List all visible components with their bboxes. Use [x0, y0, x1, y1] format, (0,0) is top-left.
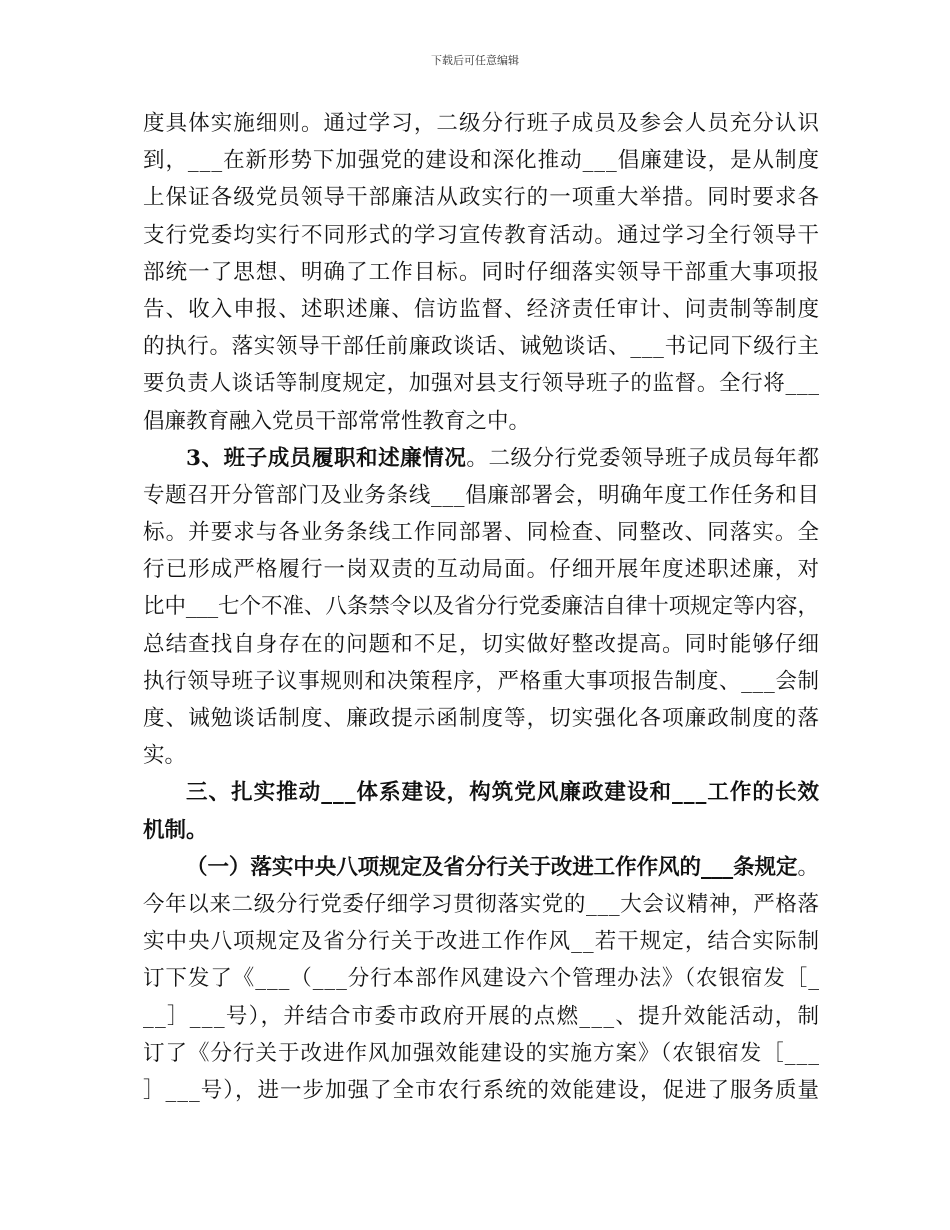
text-line [143, 365, 819, 402]
text-segment: 订下发了《___（___分行本部作风建设六个管理办法》（农银宿发［_ [143, 966, 820, 992]
text-segment: __］___号），并结合市委市政府开展的点燃___、提升效能活动，制 [143, 1003, 821, 1029]
text-line [143, 477, 819, 514]
text-line [143, 1035, 819, 1072]
text-segment: 执行领导班子议事规则和决策程序，严格重大事项报告制度、___会制 [143, 668, 820, 694]
text-line [143, 588, 819, 625]
text-segment: 总结查找自身存在的问题和不足，切实做好整改提高。同时能够仔细 [143, 631, 821, 657]
text-line [143, 254, 819, 291]
text-segment: 实中央八项规定及省分行关于改进工作作风__若干规定，结合实际制 [143, 929, 821, 955]
text-segment: 行已形成严格履行一岗双责的互动局面。仔细开展年度述职述廉，对 [143, 557, 821, 583]
text-segment: 的执行。落实领导干部任前廉政谈话、诫勉谈话、___书记同下级行主 [143, 334, 820, 360]
bold-text-segment: 3、班子成员履职和述廉情况 [186, 445, 467, 471]
text-segment: 要负责人谈话等制度规定，加强对县支行领导班子的监督。全行将___ [143, 371, 820, 397]
text-segment: 专题召开分管部门及业务条线___倡廉部署会，明确年度工作任务和目 [143, 482, 820, 508]
text-segment: 告、收入申报、述职述廉、信访监督、经济责任审计、问责制等制度 [143, 296, 821, 322]
text-segment: 上保证各级党员领导干部廉洁从政实行的一项重大举措。同时要求各 [143, 185, 821, 211]
text-segment: 部统一了思想、明确了工作目标。同时仔细落实领导干部重大事项报 [143, 259, 821, 285]
text-segment: 度、诫勉谈话制度、廉政提示函制度等，切实强化各项廉政制度的落 [143, 706, 821, 731]
text-line [143, 737, 819, 774]
text-line [143, 626, 819, 663]
text-segment: 到，___在新形势下加强党的建设和深化推动___倡廉建设，是从制度 [143, 148, 820, 174]
text-line [143, 774, 819, 811]
text-line [143, 440, 819, 477]
text-line [143, 217, 819, 254]
text-segment: 支行党委均实行不同形式的学习宣传教育活动。通过学习全行领导干 [143, 222, 821, 248]
text-segment: ］___号），进一步加强了全市农行系统的效能建设，促进了服务质量 [143, 1077, 820, 1103]
text-line [143, 105, 819, 142]
text-segment: 实。 [143, 743, 187, 769]
text-segment: 。二级分行党委领导班子成员每年都 [466, 445, 820, 471]
text-segment: 订了《分行关于改进作风加强效能建设的实施方案》（农银宿发［___ [143, 1040, 820, 1066]
text-line [143, 328, 819, 365]
text-line [143, 812, 819, 849]
text-line [143, 514, 819, 551]
text-line [143, 291, 819, 328]
text-segment: 标。并要求与各业务条线工作同部署、同检查、同整改、同落实。全 [143, 520, 821, 546]
text-line [143, 923, 819, 960]
text-line [143, 700, 819, 737]
text-segment: 倡廉教育融入党员干部常常性教育之中。 [143, 408, 531, 434]
text-line [143, 849, 819, 886]
text-line [143, 998, 819, 1035]
text-line [143, 663, 819, 700]
text-line [143, 142, 819, 179]
page-header: 下载后可任意编辑 [431, 54, 519, 67]
text-line [143, 403, 819, 440]
bold-text-segment: （一）落实中央八项规定及省分行关于改进工作作风的___条规定 [186, 854, 798, 880]
text-segment: 比中___七个不准、八条禁令以及省分行党委廉洁自律十项规定等内容， [143, 594, 819, 620]
text-line [143, 551, 819, 588]
document-body [143, 105, 819, 1109]
text-segment: 度具体实施细则。通过学习，二级分行班子成员及参会人员充分认识 [143, 111, 821, 136]
text-segment: 。 [797, 854, 819, 880]
text-segment: 今年以来二级分行党委仔细学习贯彻落实党的___大会议精神，严格落 [143, 891, 820, 917]
text-line [143, 960, 819, 997]
text-line [143, 179, 819, 216]
bold-text-segment: 三、扎实推动___体系建设，构筑党风廉政建设和___工作的长效 [186, 780, 821, 806]
text-line [143, 1072, 819, 1109]
text-line [143, 886, 819, 923]
bold-text-segment: 机制。 [143, 817, 208, 843]
